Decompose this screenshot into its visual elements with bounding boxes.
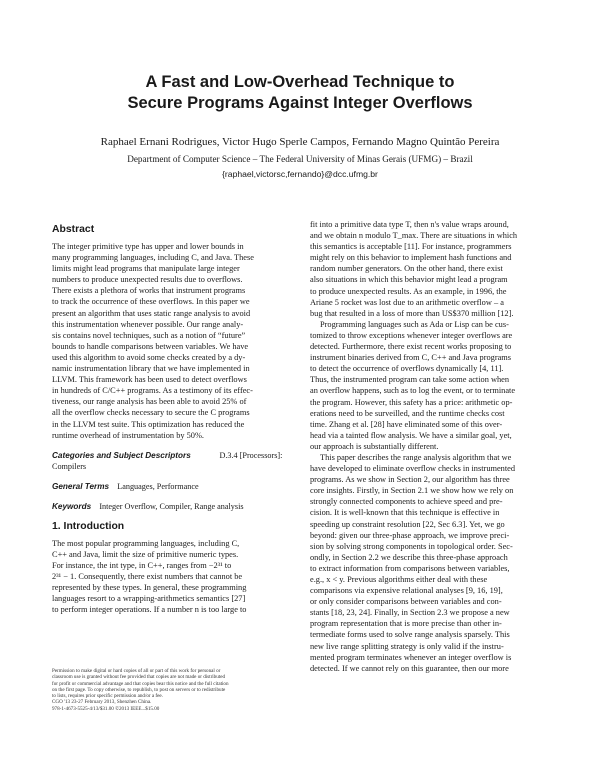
right-paragraph-2 xyxy=(310,319,548,452)
text-line: and we obtain n modulo T_max. There are situations in which xyxy=(310,231,518,241)
text-line: also situations in which this behavior might lead a program xyxy=(310,275,508,285)
text-line: classroom use is granted without fee provided that copies are not made or distributed xyxy=(52,674,225,681)
text-line: detected. Furthermore, there exist recent works proposing to xyxy=(310,342,512,352)
text-line: might rely on this behavior to implement hash functions and xyxy=(310,253,512,263)
text-line: For instance, the int type, in C++, ranges from −2³¹ to xyxy=(52,560,232,570)
text-line: bug that resulted in a loss of more than US$370 million [12]. xyxy=(310,308,514,318)
text-line: for profit or commercial advantage and that copies bear this notice and the full citation xyxy=(52,680,229,687)
author-list: Raphael Ernani Rodrigues, Victor Hugo Sperle Campos, Fernando Magno Quintão Pereira xyxy=(100,136,500,148)
text-line: numbers to produce unexpected results due to overflows. xyxy=(52,275,243,285)
text-line: comparisons via expensive relational analyses [9, 16, 19], xyxy=(310,586,503,596)
text-line: represented by these types. In general, these programming xyxy=(52,583,247,593)
keywords-text: Integer Overflow, Compiler, Range analysis xyxy=(99,501,244,511)
abstract-body xyxy=(52,241,290,441)
text-line: sis contains novel techniques, such as a notion of “future” xyxy=(52,330,246,340)
text-line: Thus, the instrumented program can take some action when xyxy=(310,375,510,385)
terms-heading: General Terms xyxy=(52,481,110,491)
text-line: speeding up constraint resolution [22, Sec 6.3]. Yet, we go xyxy=(310,519,505,529)
text-line: fit into a primitive data type T, then n's value wraps around, xyxy=(310,220,509,229)
text-line: erations need to be surveilled, and the runtime checks cost xyxy=(310,408,505,418)
title-line-1: A Fast and Low-Overhead Technique to xyxy=(145,73,455,91)
text-line: to produce unexpected results. As an example, in 1996, the xyxy=(310,286,507,296)
text-line: random number generators. On the other hand, there exist xyxy=(310,264,503,274)
text-line: an overflow happens, such as to log the event, or to terminate xyxy=(310,386,516,396)
text-line: or only consider comparisons between variables and con- xyxy=(310,597,502,607)
text-line: C++ and Java, limit the size of primitive numeric types. xyxy=(52,549,239,559)
text-line: There exists a plethora of works that instrument programs xyxy=(52,286,246,296)
text-line: The integer primitive type has upper and lower bounds in xyxy=(52,242,244,251)
categories-heading: Categories and Subject Descriptors xyxy=(52,450,191,460)
text-line: Programming languages such as Ada or Lisp can be cus- xyxy=(320,319,509,329)
categories-text-2: Compilers xyxy=(52,461,87,471)
text-line: Ariane 5 rocket was lost due to an arithmetic overflow – a xyxy=(310,297,504,307)
abstract-heading: Abstract xyxy=(52,224,95,235)
text-line: in hundreds of C/C++ programs. As a testimony of its effec- xyxy=(52,386,253,396)
text-line: have developed to eliminate overflow checks in instrumented xyxy=(310,464,516,474)
classification xyxy=(52,450,290,512)
text-line: to extract information from comparisons between variables, xyxy=(310,563,510,573)
text-line: to detect the occurrence of overflows dynamically [4, 11]. xyxy=(310,364,504,374)
text-line: programs. As we show in Section 2, our algorithm has three xyxy=(310,475,510,485)
text-line: this instrumentation whenever possible. Our range analy- xyxy=(52,319,244,329)
text-line: the program. However, this safety has a price: arithmetic op- xyxy=(310,397,513,407)
text-line: to track the occurrence of these overflows. In this paper we xyxy=(52,297,250,307)
text-line: cision. It is well-known that this technique is effective in xyxy=(310,508,500,518)
text-line: strongly connected components to achieve speed and pre- xyxy=(310,497,503,507)
text-line: 978-1-4673-5525-4/13/$31.00 ©2013 IEEE...$15.00 xyxy=(52,705,160,712)
categories-line xyxy=(52,450,290,461)
left-column xyxy=(52,218,290,615)
affiliation: Department of Computer Science – The Federal University of Minas Gerais (UFMG) – Brazil xyxy=(127,154,473,164)
text-line: tomized to throw exceptions whenever integer overflows are xyxy=(310,330,513,340)
text-line: head via a tainted flow analysis. We have a similar goal, yet, xyxy=(310,430,512,440)
text-line: The most popular programming languages, including C, xyxy=(52,538,240,548)
text-line: namic instrumentation library that we have implemented in xyxy=(52,364,250,374)
text-line: termediate forms used to solve range analysis sparsely. This xyxy=(310,630,510,640)
text-line: all the overflow checks necessary to secure the C programs xyxy=(52,408,250,418)
text-line: tiveness, our range analysis has been able to avoid 25% of xyxy=(52,397,247,407)
keywords-line xyxy=(52,501,290,512)
text-line: core insights. Firstly, in Section 2.1 we show how we rely on xyxy=(310,486,514,496)
text-line: time. Zhang et al. [28] have eliminated some of this over- xyxy=(310,419,503,429)
text-line: to perform integer operations. If a number n is too large to xyxy=(52,605,247,615)
text-line: present an algorithm that uses static range analysis to avoid xyxy=(52,308,251,318)
terms-line xyxy=(52,481,290,492)
categories-text: D.3.4 [Processors]: xyxy=(219,450,283,460)
text-line: new live range splitting strategy is only valid if the instru- xyxy=(310,641,504,651)
title-line-2: Secure Programs Against Integer Overflows xyxy=(127,94,473,112)
text-line: CGO '13 23-27 February 2013, Shenzhen China. xyxy=(52,699,152,706)
text-line: LLVM. This framework has been used to detect overflows xyxy=(52,375,247,385)
text-line: used this algorithm to avoid some checks created by a dy- xyxy=(52,352,246,362)
text-line: This paper describes the range analysis algorithm that we xyxy=(320,452,512,462)
text-line: in the LLVM test suite. This optimization has reduced the xyxy=(52,419,245,429)
text-line: program representation that is more precise than other in- xyxy=(310,619,502,629)
paper-title xyxy=(40,72,560,114)
text-line: this semantics is acceptable [11]. For instance, programmers xyxy=(310,242,512,252)
text-line: mented program terminates whenever an integer overflow is xyxy=(310,652,512,662)
right-paragraph-1 xyxy=(310,219,548,319)
text-line: detected. If we cannot rely on this guarantee, then our more xyxy=(310,663,509,673)
text-line: to lists, requires prior specific permission and/or a fee. xyxy=(52,693,163,700)
text-line: e.g., x < y. Previous algorithms either deal with these xyxy=(310,575,488,584)
terms-text: Languages, Performance xyxy=(117,481,199,491)
text-line: our approach is substantially different. xyxy=(310,441,439,451)
text-line: stants [18, 23, 24]. Finally, in Section 2.3 we propose a new xyxy=(310,608,510,618)
text-line: sion by solving strong components in topological order. Sec- xyxy=(310,541,513,551)
text-line: languages resort to a wrapping-arithmetics semantics [27] xyxy=(52,594,246,604)
copyright-footnote xyxy=(52,668,290,712)
text-line: limits might lead programs that manipulate large integer xyxy=(52,264,240,274)
text-line: 2³¹ − 1. Consequently, there exist numbers that cannot be xyxy=(52,571,243,581)
text-line: runtime overhead of instrumentation by 50%. xyxy=(52,430,205,440)
text-line: beyond: given our three-phase approach, we improve preci- xyxy=(310,530,510,540)
text-line: bounds to handle comparisons between variables. We have xyxy=(52,341,249,351)
author-emails: {raphael,victorsc,fernando}@dcc.ufmg.br xyxy=(222,169,378,179)
text-line: Permission to make digital or hard copies of all or part of this work for personal or xyxy=(52,668,221,674)
keywords-heading: Keywords xyxy=(52,501,92,511)
introduction-heading: 1. Introduction xyxy=(52,520,125,532)
text-line: instrument binaries derived from C, C++ and Java programs xyxy=(310,353,512,363)
text-line: on the first page. To copy otherwise, to republish, to post on servers or to redistribute xyxy=(52,686,226,693)
text-line: ondly, in Section 2.2 we describe this three-phase approach xyxy=(310,552,508,562)
text-line: many programming languages, including C, and Java. These xyxy=(52,253,254,263)
right-column xyxy=(310,219,548,674)
introduction-body xyxy=(52,538,290,616)
right-paragraph-3 xyxy=(310,452,548,674)
